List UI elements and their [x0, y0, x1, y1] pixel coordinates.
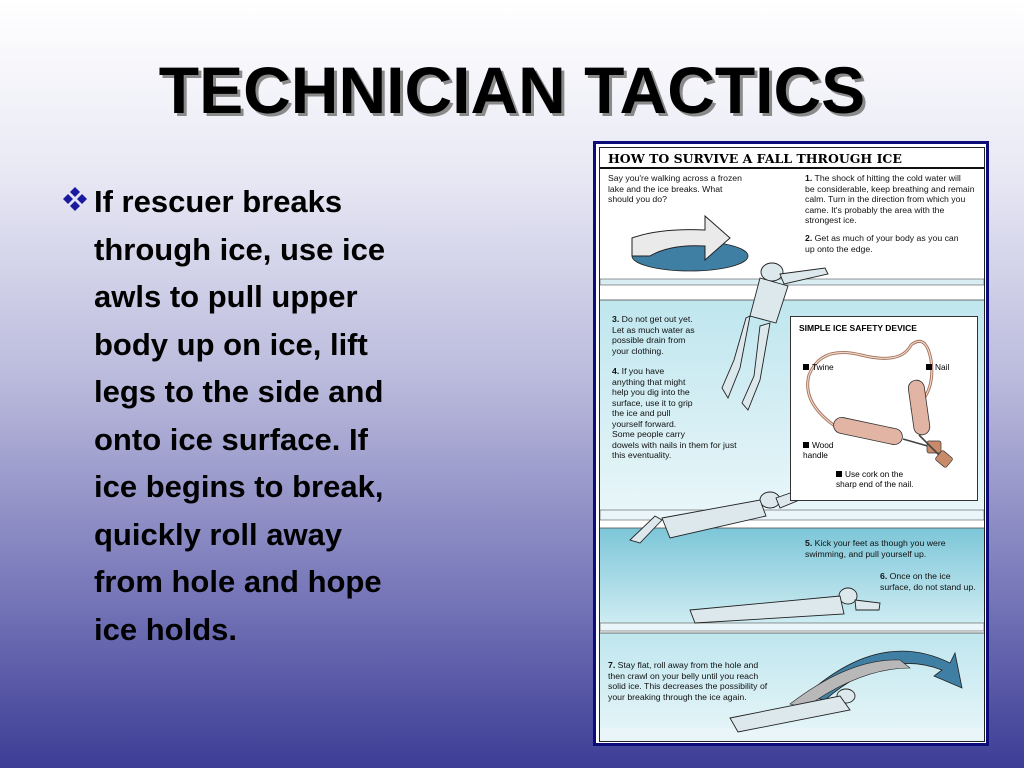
bullet-line: ice holds. — [94, 611, 237, 647]
label-twine: Twine — [803, 362, 834, 372]
step-6-text: 6. Once on the ice surface, do not stand up. — [880, 571, 976, 592]
label-nail: Nail — [926, 362, 949, 372]
ice-survival-infographic — [593, 141, 989, 746]
step-1-text: 1. The shock of hitting the cold water will be considerable, keep breathing and remain calm. Turn in the direction from which you came. It's probably the area with the strongest ice. — [805, 173, 975, 225]
bullet-line: body up on ice, lift — [94, 326, 368, 362]
bullet-line: through ice, use ice — [94, 231, 386, 267]
bullet-line: ice begins to break, — [94, 469, 384, 504]
step-4-text: 4. If you have anything that might help you dig into the surface, use it to grip the ice and pull yourself forward. Some people carry dowels with nails in them for just this eventuality. — [612, 366, 737, 460]
infographic-title: HOW TO SURVIVE A FALL THROUGH ICE — [608, 151, 902, 166]
step-2-text: 2. Get as much of your body as you can up onto the edge. — [805, 233, 959, 254]
step-7-text: 7. Stay flat, roll away from the hole and then crawl on your belly until you reach solid ice. This decreases the possibility of your breaking through the ice again. — [608, 660, 768, 702]
intro-text: Say you're walking across a frozen lake and the ice breaks. What should you do? — [608, 173, 742, 204]
bullet-line: from hole and hope — [94, 564, 382, 599]
bullet-line: If rescuer breaks — [94, 184, 343, 219]
diamond-quad-bullet-icon — [62, 186, 88, 212]
bullet-line: onto ice surface. If — [94, 421, 368, 457]
panel3-ice-edge — [600, 623, 984, 631]
ice-safety-device-panel — [790, 316, 978, 501]
label-wood-handle: Wood handle — [803, 440, 834, 460]
step-5-text: 5. Kick your feet as though you were swimming, and pull yourself up. — [805, 538, 946, 559]
step-3-text: 3. Do not get out yet. Let as much water as possible drain from your clothing. — [612, 314, 695, 356]
label-cork: Use cork on the sharp end of the nail. — [836, 469, 914, 489]
slide-title: TECHNICIAN TACTICS — [158, 53, 866, 127]
bullet-block — [62, 178, 492, 653]
bullet-text — [94, 178, 492, 653]
infographic-frame — [599, 147, 985, 742]
bullet-line: legs to the side and — [94, 374, 384, 409]
turn-arrow-icon — [632, 216, 748, 271]
panel4-ice-edge — [600, 728, 984, 741]
bullet-line: awls to pull upper — [94, 279, 358, 314]
device-title: SIMPLE ICE SAFETY DEVICE — [799, 323, 917, 333]
bullet-line: quickly roll away — [94, 516, 343, 552]
